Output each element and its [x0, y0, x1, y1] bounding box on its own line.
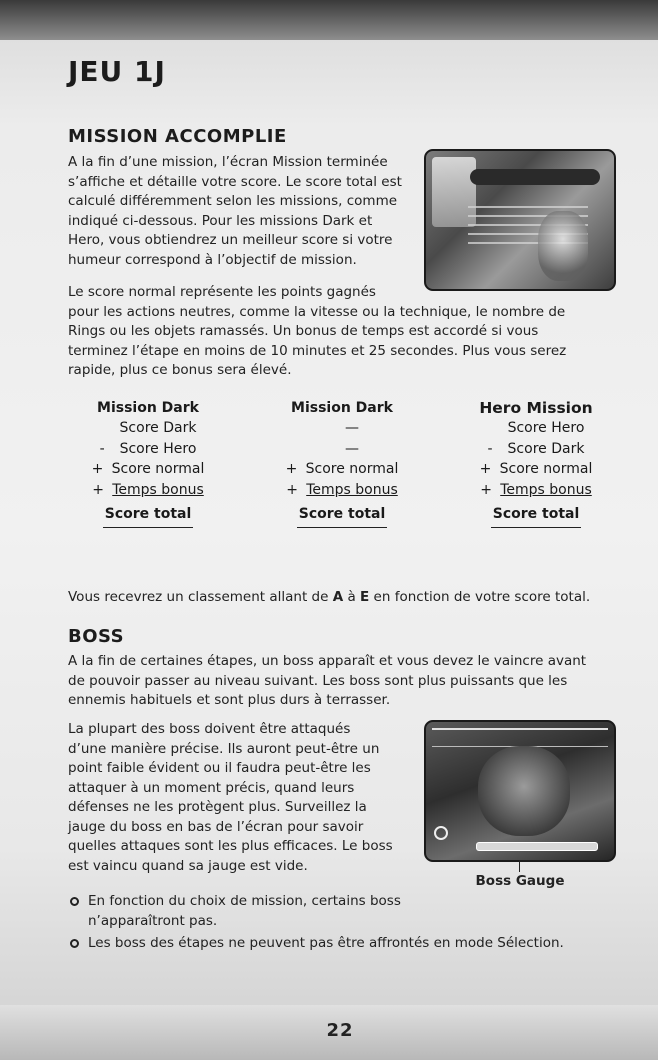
line-label: —	[345, 420, 359, 436]
operator: +	[479, 461, 492, 477]
normal-score-paragraph	[68, 283, 566, 381]
score-column-hero	[466, 398, 606, 528]
column-line	[466, 459, 606, 480]
operator: +	[480, 481, 492, 498]
column-line	[272, 418, 412, 439]
column-heading: Hero Mission	[479, 399, 593, 417]
column-heading: Mission Dark	[97, 400, 199, 416]
column-total: Score total	[297, 504, 388, 528]
text-line: La plupart des boss doivent être attaqués	[68, 721, 351, 737]
operator: +	[92, 481, 104, 498]
column-line	[466, 480, 606, 501]
column-line	[466, 418, 606, 439]
column-line	[78, 418, 218, 439]
line-label: Score normal	[499, 461, 593, 477]
text-line: d’une manière précise. Ils auront peut-être un	[68, 740, 380, 757]
ring-icon	[434, 826, 448, 840]
text-line: est vaincu quand sa jauge est vide.	[68, 857, 308, 874]
text-line: n’apparaîtront pas.	[88, 912, 218, 929]
column-total: Score total	[103, 504, 194, 528]
text-line: calculé différemment selon les missions, comme	[68, 193, 398, 209]
line-label: Score Hero	[119, 440, 197, 457]
operator: +	[285, 461, 298, 477]
text-line: Hero, vous obtiendrez un meilleur score si votre	[68, 232, 393, 248]
text-line: jauge du boss en bas de l’écran pour savoir	[68, 818, 364, 835]
mission-intro-paragraph	[68, 153, 402, 270]
page-number: 22	[326, 1020, 354, 1041]
text-line: Rings ou les objets ramassés. Un bonus de temps est accordé si vous	[68, 323, 539, 339]
mission-section-title: MISSION ACCOMPLIE	[68, 126, 287, 147]
text-line: de pouvoir passer au niveau suivant. Les boss sont plus puissants que les	[68, 672, 568, 689]
mission-complete-screenshot	[424, 149, 616, 291]
score-column-dark	[78, 398, 218, 528]
operator: +	[286, 481, 298, 498]
boss-intro-paragraph	[68, 652, 586, 711]
column-line	[272, 439, 412, 460]
screenshot-hud-graphic	[432, 728, 608, 747]
column-line	[272, 480, 412, 501]
ranking-suffix: en fonction de votre score total.	[369, 589, 591, 605]
text-line: indiqué ci-dessous. Pour les missions Dark et	[68, 212, 373, 229]
boss-fight-screenshot	[424, 720, 616, 862]
line-label: Score normal	[111, 461, 205, 477]
screenshot-banner-graphic	[470, 169, 600, 185]
bullet-circle-icon	[70, 897, 79, 906]
text-line: En fonction du choix de mission, certains boss	[88, 893, 401, 909]
operator: +	[91, 461, 104, 477]
text-line: attaquer à un moment précis, quand leurs	[68, 779, 355, 796]
line-label: Score Dark	[119, 420, 197, 436]
rank-a: A	[332, 589, 344, 605]
boss-section-title: BOSS	[68, 626, 125, 647]
screenshot-boss-gauge-graphic	[476, 842, 598, 851]
text-line: Le score normal représente les points gagnés	[68, 284, 376, 300]
text-line: s’affiche et détaille votre score. Le score total est	[68, 173, 402, 190]
screenshot-boss-graphic	[478, 746, 570, 836]
text-line: ennemis habituels et sont plus durs à terrasser.	[68, 692, 391, 708]
callout-line	[519, 860, 520, 872]
bullet-item	[68, 892, 401, 931]
text-line: Les boss des étapes ne peuvent pas être affrontés en mode Sélection.	[88, 935, 564, 951]
bullet-circle-icon	[70, 939, 79, 948]
page-title: JEU 1J	[68, 55, 166, 88]
text-line: point faible évident ou il faudra peut-être les	[68, 760, 371, 776]
rank-e: E	[360, 589, 370, 605]
line-label: Temps bonus	[306, 481, 398, 498]
ranking-sentence	[68, 588, 590, 608]
text-line: pour les actions neutres, comme la vitesse ou la technique, le nombre de	[68, 303, 566, 320]
column-line	[78, 459, 218, 480]
score-column-dark-neutral	[272, 398, 412, 528]
top-edge-band	[0, 0, 658, 40]
column-line	[272, 459, 412, 480]
line-label: Temps bonus	[112, 481, 204, 498]
text-line: A la fin de certaines étapes, un boss apparaît et vous devez le vaincre avant	[68, 653, 587, 669]
text-line: rapide, plus ce bonus sera élevé.	[68, 362, 292, 378]
line-label: Temps bonus	[500, 481, 592, 498]
line-label: —	[345, 440, 359, 457]
screenshot-character-graphic	[538, 211, 588, 281]
text-line: A la fin d’une mission, l’écran Mission terminée	[68, 154, 388, 170]
text-line: quelles attaques sont les plus efficaces. Le boss	[68, 838, 393, 854]
ranking-prefix: Vous recevrez un classement allant de	[68, 589, 333, 605]
ranking-mid: à	[343, 589, 361, 605]
line-label: Score Hero	[507, 420, 585, 436]
bullet-item	[68, 934, 564, 954]
operator: -	[99, 440, 105, 457]
column-heading: Mission Dark	[291, 400, 393, 416]
text-line: terminez l’étape en moins de 10 minutes et 25 secondes. Plus vous serez	[68, 342, 567, 359]
operator: -	[487, 440, 493, 457]
column-line	[78, 439, 218, 460]
line-label: Score normal	[305, 461, 399, 477]
line-label: Score Dark	[507, 440, 585, 457]
boss-strategy-paragraph	[68, 720, 393, 876]
boss-gauge-caption: Boss Gauge	[475, 873, 565, 889]
column-line	[78, 480, 218, 501]
text-line: humeur correspond à l’objectif de mission.	[68, 251, 357, 268]
column-line	[466, 439, 606, 460]
text-line: défenses ne les protègent plus. Surveillez la	[68, 799, 367, 815]
column-total: Score total	[491, 504, 582, 528]
